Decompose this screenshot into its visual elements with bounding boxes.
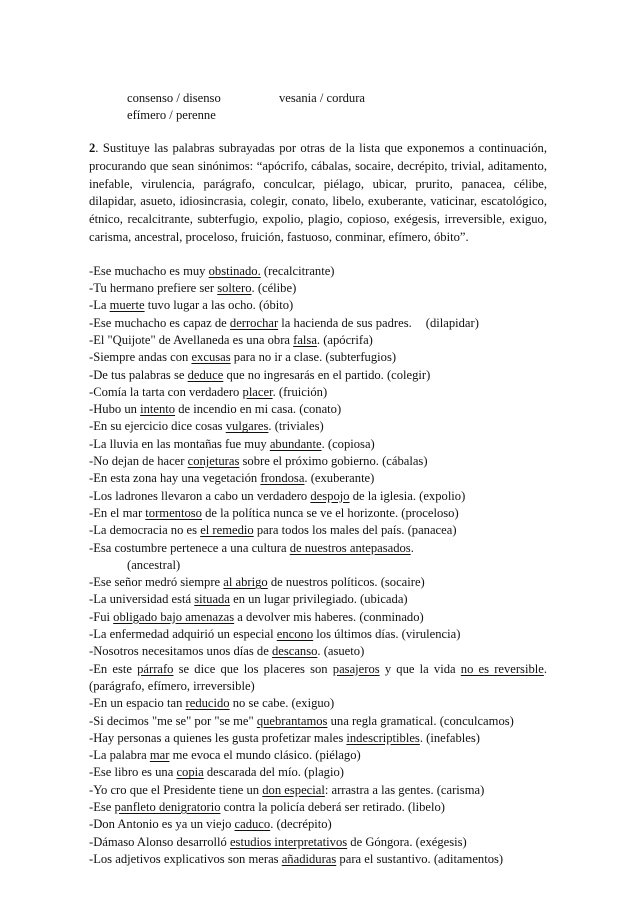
sentence-list <box>89 263 547 868</box>
sentence-text: -Comía la tarta con verdadero <box>89 384 243 399</box>
word-pair-row <box>127 107 547 124</box>
sentence-text: la hacienda de sus padres. <box>278 315 412 330</box>
sentence-item <box>89 643 547 660</box>
sentence-text: para el sustantivo. (aditamentos) <box>336 851 504 866</box>
sentence-text: -Esa costumbre pertenece a una cultura <box>89 540 290 555</box>
underlined-word: no es reversible <box>460 661 544 676</box>
underlined-word: el remedio <box>200 523 254 538</box>
exercise-instructions <box>89 140 547 247</box>
sentence-text: para no ir a clase. (subterfugios) <box>230 350 397 365</box>
sentence-text: -Si decimos "me se" por "se me" <box>89 713 257 728</box>
underlined-word: añadiduras <box>281 851 337 866</box>
underlined-word: descanso <box>271 644 318 659</box>
sentence-item <box>89 315 547 332</box>
word-pair: consenso / disenso <box>127 91 221 105</box>
sentence-text: -De tus palabras se <box>89 367 188 382</box>
underlined-word: vulgares <box>225 419 269 434</box>
sentence-text: y que la vida <box>379 661 461 676</box>
sentence-item <box>89 695 547 712</box>
sentence-text: -En esta zona hay una vegetación <box>89 471 261 486</box>
underlined-word: indescriptibles <box>346 730 420 745</box>
sentence-text: me evoca el mundo clásico. (piélago) <box>169 748 361 763</box>
sentence-text: -Hubo un <box>89 402 141 417</box>
sentence-item <box>89 609 547 626</box>
sentence-text: -La palabra <box>89 748 150 763</box>
sentence-item <box>89 384 547 401</box>
document-page <box>89 90 547 868</box>
sentence-text: -En el mar <box>89 505 146 520</box>
sentence-text: . <box>410 540 414 555</box>
exercise-text: . Sustituye las palabras subrayadas por otras de la lista que exponemos a continuación, procurando que sean sinónimos: “apócrifo, cábalas, socaire, decrépito, trivial, aditamento, inefable, virulencia, parágrafo, conculcar, piélago, ubicar, prurito, panacea, célibe, dilapidar, asueto, idiosincrasia, colegir, conato, libelo, exuberante, vaticinar, escatológico, étnico, recalcitrante, subterfugio, expolio, plagio, copioso, exégesis, irreversible, exiguo, carisma, ancestral, proceloso, fruición, fastuoso, conminar, efímero, óbito”. <box>89 141 547 244</box>
sentence-text: . (inefables) <box>419 730 480 745</box>
sentence-text: de incendio en mi casa. (conato) <box>175 402 342 417</box>
underlined-word: párrafo <box>137 661 174 676</box>
underlined-word: muerte <box>109 298 145 313</box>
sentence-text: en un lugar privilegiado. (ubicada) <box>229 592 408 607</box>
sentence-text: -La democracia no es <box>89 523 201 538</box>
sentence-text: -Los adjetivos explicativos son meras <box>89 851 282 866</box>
sentence-item <box>89 453 547 470</box>
sentence-text: -Ese muchacho es muy <box>89 263 209 278</box>
sentence-text: los últimos días. (virulencia) <box>313 627 461 642</box>
underlined-word: excusas <box>191 350 231 365</box>
sentence-text: -En este <box>89 661 138 676</box>
underlined-word: panfleto denigratorio <box>114 799 221 814</box>
underlined-word: estudios interpretativos <box>229 834 348 849</box>
sentence-text: -Ese <box>89 799 115 814</box>
exercise-number: 2 <box>89 141 96 155</box>
sentence-item <box>89 851 547 868</box>
underlined-word: intento <box>140 402 176 417</box>
sentence-item <box>89 591 547 608</box>
sentence-item <box>89 713 547 730</box>
sentence-text: se dice que los placeres son <box>173 661 333 676</box>
sentence-item <box>89 816 547 833</box>
underlined-word: copia <box>176 765 204 780</box>
underlined-word: mar <box>149 748 170 763</box>
sentence-item <box>89 661 547 696</box>
sentence-item <box>89 747 547 764</box>
underlined-word: don especial <box>262 782 325 797</box>
sentence-text: -Dámaso Alonso desarrolló <box>89 834 230 849</box>
sentence-item <box>89 626 547 643</box>
sentence-text: -Ese señor medró siempre <box>89 575 224 590</box>
sentence-text: -La universidad está <box>89 592 195 607</box>
sentence-item <box>89 401 547 418</box>
sentence-item <box>89 834 547 851</box>
sentence-text: de Góngora. (exégesis) <box>347 834 467 849</box>
sentence-text: -Hay personas a quienes les gusta profetizar males <box>89 730 347 745</box>
underlined-word: soltero <box>217 281 252 296</box>
underlined-word: de nuestros antepasados <box>289 540 411 555</box>
sentence-text: . (exuberante) <box>304 471 375 486</box>
word-pair: vesania / cordura <box>279 91 366 105</box>
underlined-word: obstinado. <box>208 263 261 278</box>
sentence-text: descarada del mío. (plagio) <box>203 765 344 780</box>
sentence-text: . (apócrifa) <box>316 332 373 347</box>
sentence-text: -Siempre andas con <box>89 350 192 365</box>
underlined-word: falsa <box>293 332 317 347</box>
sentence-text: -Yo cro que el Presidente tiene un <box>89 782 263 797</box>
sentence-text: a devolver mis haberes. (conminado) <box>234 609 424 624</box>
synonym-answer: (dilapidar) <box>425 315 479 330</box>
sentence-item <box>89 505 547 522</box>
sentence-text: de la iglesia. (expolio) <box>349 488 466 503</box>
sentence-item <box>89 782 547 799</box>
sentence-text: -Don Antonio es ya un viejo <box>89 817 235 832</box>
underlined-word: derrochar <box>229 315 279 330</box>
sentence-item <box>89 470 547 487</box>
sentence-text: -Los ladrones llevaron a cabo un verdadero <box>89 488 311 503</box>
sentence-item <box>89 297 547 314</box>
sentence-item <box>89 730 547 747</box>
sentence-text: que no ingresarás en el partido. (colegir) <box>223 367 431 382</box>
sentence-text: -Ese libro es una <box>89 765 177 780</box>
underlined-word: placer <box>242 384 273 399</box>
word-pair: efímero / perenne <box>127 108 216 122</box>
underlined-word: deduce <box>187 367 224 382</box>
sentence-text: -En un espacio tan <box>89 696 186 711</box>
sentence-item <box>89 540 547 557</box>
underlined-word: al abrigo <box>223 575 268 590</box>
sentence-text: -Tu hermano prefiere ser <box>89 281 218 296</box>
sentence-text: contra la policía deberá ser retirado. (libelo) <box>220 799 445 814</box>
sentence-text: tuvo lugar a las ocho. (óbito) <box>144 298 294 313</box>
sentence-item <box>89 574 547 591</box>
underlined-word: pasajeros <box>332 661 380 676</box>
sentence-text: sobre el próximo gobierno. (cábalas) <box>239 454 428 469</box>
sentence-text: : arrastra a las gentes. (carisma) <box>324 782 485 797</box>
sentence-text: -En su ejercicio dice cosas <box>89 419 226 434</box>
synonym-answer: (ancestral) <box>127 557 181 572</box>
word-pairs <box>89 90 547 124</box>
sentence-text: -No dejan de hacer <box>89 454 188 469</box>
sentence-text: no se cabe. (exiguo) <box>229 696 335 711</box>
sentence-item <box>89 764 547 781</box>
sentence-item <box>89 418 547 435</box>
sentence-text: de la política nunca se ve el horizonte. (proceloso) <box>201 505 459 520</box>
underlined-word: situada <box>194 592 230 607</box>
sentence-text: . (copiosa) <box>321 436 375 451</box>
sentence-text: . (triviales) <box>268 419 324 434</box>
sentence-text: -La lluvia en las montañas fue muy <box>89 436 270 451</box>
sentence-text: -La enfermedad adquirió un especial <box>89 627 277 642</box>
sentence-text: una regla gramatical. (conculcamos) <box>327 713 514 728</box>
sentence-item <box>89 488 547 505</box>
sentence-text: . (parágrafo, efímero, irreversible) <box>89 661 548 693</box>
sentence-text: . (decrépito) <box>270 817 332 832</box>
underlined-word: obligado bajo amenazas <box>113 609 235 624</box>
underlined-word: reducido <box>185 696 230 711</box>
sentence-item <box>89 436 547 453</box>
sentence-text: de nuestros políticos. (socaire) <box>267 575 425 590</box>
underlined-word: frondosa <box>260 471 305 486</box>
sentence-item <box>89 332 547 349</box>
underlined-word: caduco <box>234 817 271 832</box>
sentence-text: -Fui <box>89 609 114 624</box>
sentence-item <box>89 522 547 539</box>
word-pair-row <box>127 90 547 107</box>
sentence-text: -Nosotros necesitamos unos días de <box>89 644 272 659</box>
underlined-word: encono <box>276 627 314 642</box>
sentence-text: -La <box>89 298 110 313</box>
sentence-item <box>89 349 547 366</box>
sentence-item <box>89 280 547 297</box>
sentence-text: -Ese muchacho es capaz de <box>89 315 230 330</box>
underlined-word: conjeturas <box>187 454 240 469</box>
underlined-word: tormentoso <box>145 505 202 520</box>
sentence-text: para todos los males del país. (panacea) <box>253 523 457 538</box>
sentence-text: (recalcitrante) <box>260 263 335 278</box>
underlined-word: despojo <box>310 488 350 503</box>
sentence-text: . (fruición) <box>272 384 328 399</box>
sentence-item <box>89 799 547 816</box>
sentence-item <box>89 367 547 384</box>
sentence-text: . (asueto) <box>317 644 365 659</box>
sentence-text: -El "Quijote" de Avellaneda es una obra <box>89 332 294 347</box>
underlined-word: quebrantamos <box>256 713 328 728</box>
underlined-word: abundante <box>269 436 322 451</box>
sentence-text: . (célibe) <box>251 281 297 296</box>
sentence-item <box>89 263 547 280</box>
